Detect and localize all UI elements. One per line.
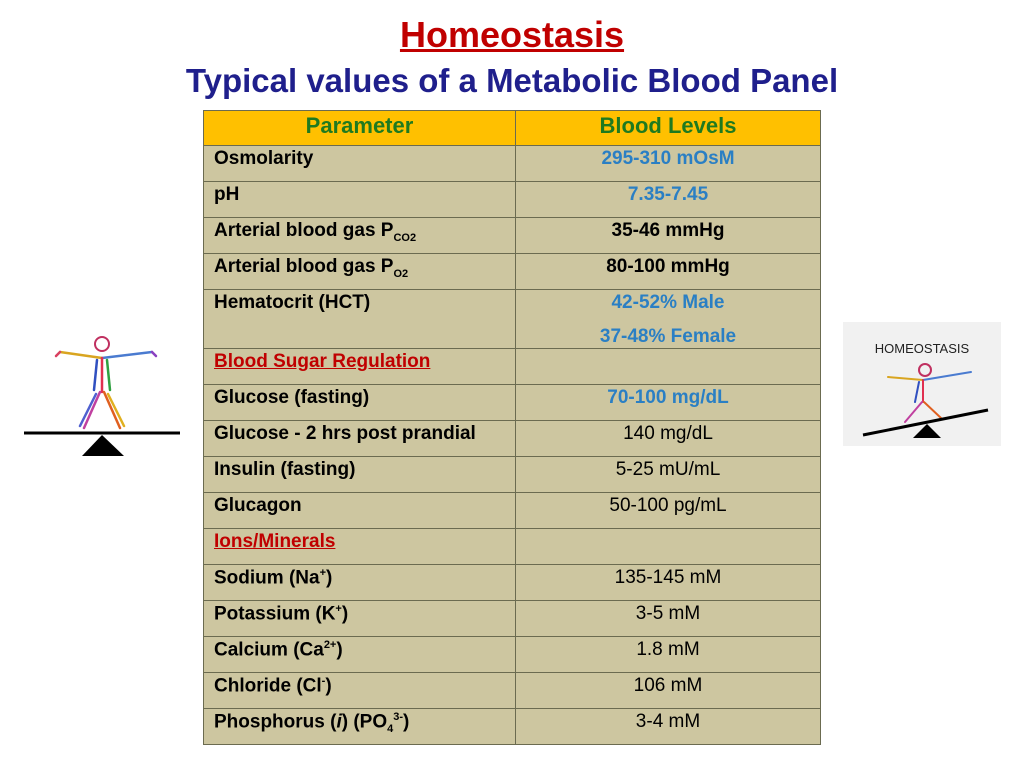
- row-param-osmolarity: Osmolarity: [204, 146, 516, 182]
- row-param-pco2: [204, 218, 516, 254]
- row-param-insulin: Insulin (fasting): [204, 457, 516, 493]
- table-row: [204, 254, 821, 290]
- section-empty-cell: [516, 529, 821, 565]
- header-parameter: Parameter: [204, 111, 516, 146]
- section-ions-minerals: Ions/Minerals: [204, 529, 516, 565]
- table-row: [204, 182, 821, 218]
- param-superscript: -: [321, 675, 326, 687]
- row-param-ph: pH: [204, 182, 516, 218]
- balance-figure-left: [22, 330, 182, 460]
- row-param-phosphorus: [204, 709, 516, 745]
- balancing-person-icon: [22, 330, 182, 460]
- param-text: Sodium (Na: [214, 567, 320, 589]
- param-superscript: 3-: [393, 711, 404, 723]
- param-end: ): [336, 639, 343, 661]
- row-param-glucagon: Glucagon: [204, 493, 516, 529]
- row-param-po2: [204, 254, 516, 290]
- homeostasis-figure-right: [843, 322, 1001, 446]
- table-row: [204, 637, 821, 673]
- param-subscript: 4: [387, 723, 394, 736]
- value-male: 42-52% Male: [611, 292, 725, 313]
- section-empty-cell: [516, 349, 821, 385]
- param-text: Calcium (Ca: [214, 639, 324, 661]
- row-value-calcium: 1.8 mM: [516, 637, 821, 673]
- param-superscript: +: [335, 603, 342, 615]
- row-value-phosphorus: 3-4 mM: [516, 709, 821, 745]
- row-value-pco2: 35-46 mmHg: [516, 218, 821, 254]
- param-text: Potassium (K: [214, 603, 336, 625]
- row-value-hematocrit: [516, 290, 821, 349]
- row-value-insulin: 5-25 mU/mL: [516, 457, 821, 493]
- table-header-row: [204, 111, 821, 146]
- table-row: [204, 290, 821, 349]
- param-text: Phosphorus (: [214, 711, 337, 733]
- table-row-section: [204, 529, 821, 565]
- row-value-glucagon: 50-100 pg/mL: [516, 493, 821, 529]
- page-title: Homeostasis: [399, 14, 625, 55]
- table-row: [204, 493, 821, 529]
- param-end: ): [403, 711, 410, 733]
- header-blood-levels: Blood Levels: [516, 111, 821, 146]
- table-row: [204, 565, 821, 601]
- table-row-section: [204, 349, 821, 385]
- param-superscript: +: [319, 567, 326, 579]
- param-end: ): [325, 675, 332, 697]
- param-superscript: 2+: [323, 639, 337, 651]
- section-blood-sugar: Blood Sugar Regulation: [204, 349, 516, 385]
- param-text: Chloride (Cl: [214, 675, 322, 697]
- balancing-person-icon: [843, 322, 1001, 446]
- metabolic-panel-table: [203, 110, 821, 745]
- row-value-potassium: 3-5 mM: [516, 601, 821, 637]
- row-param-glucose-fasting: Glucose (fasting): [204, 385, 516, 421]
- row-value-osmolarity: 295-310 mOsM: [516, 146, 821, 182]
- table-row: [204, 709, 821, 745]
- param-text: Arterial blood gas P: [214, 256, 394, 277]
- row-param-calcium: [204, 637, 516, 673]
- param-subscript: O2: [393, 267, 409, 280]
- table-row: [204, 457, 821, 493]
- row-value-po2: 80-100 mmHg: [516, 254, 821, 290]
- table-row: [204, 601, 821, 637]
- figure-label: HOMEOSTASIS: [874, 341, 970, 356]
- table-row: [204, 421, 821, 457]
- row-value-chloride: 106 mM: [516, 673, 821, 709]
- table-row: [204, 673, 821, 709]
- row-value-sodium: 135-145 mM: [516, 565, 821, 601]
- row-param-sodium: [204, 565, 516, 601]
- param-mid: ) (PO: [341, 711, 388, 733]
- param-text: Arterial blood gas P: [214, 220, 394, 241]
- row-param-potassium: [204, 601, 516, 637]
- row-param-hematocrit: Hematocrit (HCT): [204, 290, 516, 349]
- row-value-glucose-post: 140 mg/dL: [516, 421, 821, 457]
- param-italic: i: [336, 711, 342, 733]
- row-param-chloride: [204, 673, 516, 709]
- row-value-ph: 7.35-7.45: [516, 182, 821, 218]
- row-param-glucose-post: Glucose - 2 hrs post prandial: [204, 421, 516, 457]
- page-subtitle: Typical values of a Metabolic Blood Panel: [185, 62, 839, 99]
- table-row: [204, 146, 821, 182]
- row-value-glucose-fasting: 70-100 mg/dL: [516, 385, 821, 421]
- table-row: [204, 385, 821, 421]
- param-subscript: CO2: [393, 231, 417, 244]
- param-end: ): [326, 567, 333, 589]
- param-end: ): [341, 603, 349, 625]
- value-female: 37-48% Female: [599, 326, 737, 347]
- table-row: [204, 218, 821, 254]
